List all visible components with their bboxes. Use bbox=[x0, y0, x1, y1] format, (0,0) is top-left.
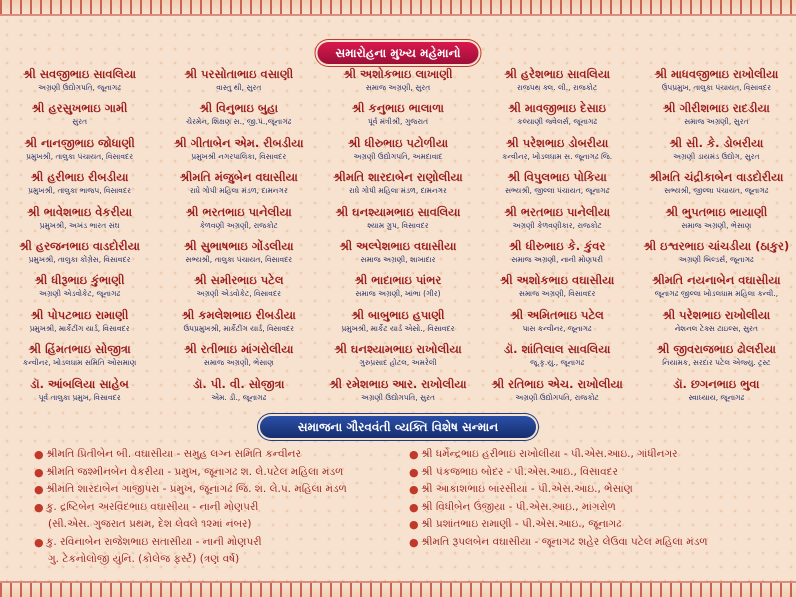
guest-name: શ્રી ધીરૂભાઇ કુંભાણી bbox=[34, 273, 125, 288]
guest-entry bbox=[478, 273, 637, 307]
guest-entry bbox=[478, 101, 637, 135]
guest-name: શ્રી ગીતાબેન એમ. રીબડીયા bbox=[174, 135, 304, 150]
guest-description: અગ્રણી ઉદ્યોગપતિ, રાજકોટ bbox=[515, 392, 599, 402]
guest-entry bbox=[0, 239, 159, 273]
bullet-icon: ● bbox=[34, 500, 44, 514]
guest-description: સમાજ અગ્રણી, શાખાદાર bbox=[360, 254, 436, 264]
bottom-border-line bbox=[0, 581, 796, 583]
guest-description: પ્રમુખશ્રી નગરપાલિકા, વિસાવદર bbox=[191, 151, 287, 161]
honor-item bbox=[34, 516, 409, 534]
honor-text: શ્રીમતિ પ્રિતીબેન બી. વઘાસીયા - સમુહ લગ્ન સમિતિ કન્વીનર bbox=[46, 448, 301, 460]
guest-entry bbox=[159, 239, 318, 273]
guest-description: પ્રમુખશ્રી, અખંડ ભારત સંઘ bbox=[39, 220, 120, 230]
honor-text: શ્રીમતિ રૂપલબેન વઘાસીયા - જૂનાગઢ શહેર લેઉવા પટેલ મહિલા મંડળ bbox=[421, 535, 708, 548]
top-border-line bbox=[0, 14, 796, 16]
guest-entry bbox=[318, 136, 477, 170]
guest-description: રાજપથ ક્લ. લી., રાજકોટ bbox=[517, 83, 598, 92]
guest-entry bbox=[318, 273, 477, 307]
guest-name: શ્રી સી. કે. ડોબરીયા bbox=[669, 135, 764, 150]
guest-name: ડૉ. પી. વી. સોજીત્રા bbox=[193, 376, 285, 391]
guest-description: સમાજ અગ્રણી, નાની મોણપરી bbox=[511, 254, 603, 264]
guest-name: શ્રી પરેશભાઇ ડોબરીયા bbox=[506, 135, 609, 150]
honors-left-column bbox=[34, 446, 409, 569]
honor-item bbox=[409, 464, 764, 482]
guest-name: શ્રી કમલેશભાઇ રીબડીયા bbox=[181, 307, 296, 322]
honor-item bbox=[34, 464, 409, 482]
guest-entry bbox=[0, 273, 159, 307]
bottom-border-ornament bbox=[0, 583, 796, 597]
honor-text: શ્રીમતિ જશ્મીનબેન વેકરીયા - પ્રમુખ, જૂનાગઢ શ. લે.પટેલ મહિલા મંડળ bbox=[46, 465, 344, 478]
guest-entry bbox=[478, 377, 637, 411]
guest-description: અગ્રણી ડાયમંડ ઉદ્યોગ, સુરત bbox=[673, 151, 760, 161]
guest-name: શ્રી અશોકભાઇ વઘાસીયા bbox=[499, 273, 615, 288]
guest-description: પ્રમુખશ્રી, તાલુકા કોંગ્રેસ, વિસાવદર bbox=[28, 254, 131, 264]
guest-name: શ્રી ભરતભાઇ પાનેલીયા bbox=[185, 204, 292, 219]
guest-name: શ્રી માધવજીભાઇ રાખોલીયા bbox=[654, 67, 779, 81]
guest-name: ડૉ. આંબલિયા સાહેબ bbox=[30, 376, 129, 391]
section-title-honors: સમાજના ગૌરવવંતી વ્યક્તિ વિશેષ સન્માન bbox=[260, 416, 536, 438]
guest-description: જૂ.કૃ.યુ., જૂનાગઢ bbox=[530, 358, 585, 368]
guest-description: કલ્યાણી જ્વેલર્સ, જૂનાગઢ bbox=[517, 117, 598, 127]
top-border-ornament bbox=[0, 0, 796, 14]
honor-item bbox=[34, 481, 409, 499]
guest-name: શ્રી ભરતભાઇ પાનેલીયા bbox=[504, 204, 611, 219]
section-title-chief-guests: સમારોહના મુખ્ય મહેમાનો bbox=[318, 42, 479, 64]
honor-item bbox=[409, 516, 764, 534]
guest-entry bbox=[318, 205, 477, 239]
guest-description: સમાજ અગ્રણી, ખાંભા (ગીર) bbox=[355, 289, 441, 299]
guest-name: શ્રી ગીરીશભાઇ રાદડીયા bbox=[662, 101, 770, 116]
guest-name: શ્રી રતીભાઇ માંગરોલીયા bbox=[184, 342, 294, 357]
honor-text: શ્રી પંકજભાઇ બોદર - પી.એસ.આઇ., વિસાવદર bbox=[421, 465, 618, 478]
guest-description: અગ્રણી ઉદ્યોગપતિ, અમદાવાદ bbox=[353, 151, 443, 161]
guest-name: શ્રી ઘનશ્યામભાઇ સાવલિયા bbox=[335, 204, 461, 219]
guest-entry bbox=[159, 377, 318, 411]
bullet-icon: ● bbox=[34, 465, 44, 479]
bullet-icon: ● bbox=[34, 448, 44, 461]
bullet-icon: ● bbox=[34, 483, 44, 496]
guest-entry bbox=[637, 239, 796, 273]
guest-name: ડૉ. છગનભાઇ ભુવા bbox=[673, 376, 760, 391]
guest-description: સમાજ અગ્રણી, ભેસાણ bbox=[203, 358, 274, 368]
guest-description: અગ્રણી બિલ્ડર્સ, જૂનાગઢ bbox=[678, 254, 754, 264]
guest-description: પાસ કન્વીનર, જૂનાગઢ bbox=[522, 323, 592, 333]
guest-entry bbox=[637, 273, 796, 307]
guest-description: કન્વીનર, ખોડલધામ સમિતિ ઓસમાણ bbox=[22, 358, 137, 368]
honor-item bbox=[34, 551, 409, 569]
honor-text: શ્રી પ્રશાંતભાઇ રામાણી - પી.એસ.આઇ., જૂનાગઢ bbox=[421, 518, 622, 530]
bullet-icon: ● bbox=[409, 500, 419, 514]
guest-description: સમાજ અગ્રણી, સુરત bbox=[365, 83, 431, 92]
guest-entry bbox=[318, 377, 477, 411]
guest-entry bbox=[478, 205, 637, 239]
guest-entry bbox=[478, 67, 637, 101]
guest-entry bbox=[0, 377, 159, 411]
guest-entry bbox=[0, 205, 159, 239]
honor-text: શ્રીમતિ શારદાબેન ગાજીપરા - પ્રમુખ, જૂનાગઢ જિ. શ. લે.પ. મહિલા મંડળ bbox=[46, 483, 347, 495]
guest-description: રાધે ગોપી મહિલા મંડળ, દામનગર bbox=[349, 186, 447, 196]
guest-name: શ્રી વિપુલભાઇ પોકિયા bbox=[507, 170, 607, 185]
bullet-icon: ● bbox=[409, 465, 419, 479]
bullet-icon: ● bbox=[409, 535, 419, 549]
guest-description: અગ્રણી ઉદ્યોગપતિ, જૂનાગઢ bbox=[38, 83, 121, 92]
guest-name: શ્રી રતિભાઇ એચ. રાખોલીયા bbox=[491, 376, 623, 391]
bullet-icon: ● bbox=[409, 448, 419, 461]
guest-description: નેશનલ ટેક્સ ટાઇલ્સ, સુરત bbox=[674, 323, 758, 333]
guest-description: એમ. ડી., જૂનાગઢ bbox=[211, 392, 267, 402]
guest-name: શ્રી ભાદાભાઇ પાંભર bbox=[354, 273, 442, 288]
guest-description: સમાજ અગ્રણી, વિસાવદર bbox=[518, 289, 596, 299]
guest-name: શ્રી પરેશભાઇ રાખોલીયા bbox=[662, 307, 771, 322]
guest-name: શ્રીમતિ શારદાબેન રાણોલીયા bbox=[333, 170, 463, 185]
bullet-icon: ● bbox=[409, 518, 419, 531]
guest-name: શ્રી અલ્પેશભાઇ વઘાસીયા bbox=[339, 238, 457, 253]
guest-entry bbox=[637, 342, 796, 376]
guest-description: સભ્યશ્રી, જીલ્લા પંચાયત, જૂનાગઢ bbox=[505, 186, 610, 196]
guest-name: શ્રી અશોકભાઇ લાખાણી bbox=[343, 67, 453, 81]
guest-description: પૂર્વ તાલુકા પ્રમુખ, વિસાવદર bbox=[38, 392, 121, 402]
guest-entry bbox=[637, 101, 796, 135]
guest-name: શ્રી જીવરાજભાઇ ઢોલરીયા bbox=[656, 342, 776, 357]
guest-entry bbox=[159, 170, 318, 204]
guest-name: શ્રી રમેશભાઇ આર. રાખોલીયા bbox=[329, 376, 467, 391]
guest-entry bbox=[0, 67, 159, 101]
guest-description: પ્રમુખશ્રી, માર્કેટીંગ યાર્ડ, વિસાવદર bbox=[29, 323, 130, 333]
guest-entry bbox=[159, 67, 318, 101]
guest-entry bbox=[478, 342, 637, 376]
guest-description: પૂર્વ મંત્રીશ્રી, ગુજરાત bbox=[367, 117, 429, 127]
guest-description: રાધે ગોપી મહિલા મંડળ, દામનગર bbox=[189, 186, 288, 196]
guest-description: સુરત bbox=[72, 117, 88, 127]
honors-list bbox=[34, 446, 764, 569]
honor-item bbox=[409, 499, 764, 517]
guest-name: શ્રી હરીભાઇ રીબડીયા bbox=[30, 170, 129, 185]
guest-name: શ્રી હરેશભાઇ સાવલિયા bbox=[504, 67, 611, 81]
guest-description: કન્વીનર, ખોડલધામ સ. જૂનાગઢ જિ. bbox=[502, 151, 613, 161]
honor-text: કુ. દ્રષ્ટિબેન અરવિંદભાઇ વઘાસીયા - નાની મોણપરી bbox=[46, 500, 259, 513]
honor-text: કુ. રવિનાબેન રાજેશભાઇ સતાસીયા - નાની મોણપરી bbox=[46, 535, 262, 548]
guest-name: શ્રીમતિ ચંદ્રીકાબેન વાડદોરીયા bbox=[649, 170, 784, 185]
guest-name: શ્રી હિંમતભાઇ સોજીત્રા bbox=[28, 342, 131, 357]
guest-entry bbox=[318, 170, 477, 204]
guest-description: સભ્યશ્રી, તાલુકા પંચાયત, વિસાવદર bbox=[185, 254, 293, 264]
honor-item bbox=[409, 446, 764, 464]
guest-entry bbox=[159, 342, 318, 376]
bullet-icon: ● bbox=[34, 535, 44, 549]
guest-entry bbox=[318, 67, 477, 101]
guest-name: શ્રીમતિ નયનાબેન વઘાસીયા bbox=[652, 273, 781, 288]
guest-entry bbox=[318, 308, 477, 342]
guest-description: કેળવણી અગ્રણી, રાજકોટ bbox=[199, 220, 278, 230]
guest-entry bbox=[637, 170, 796, 204]
guest-name: શ્રી પરસોતાભાઇ વસાણી bbox=[184, 67, 294, 81]
guest-entry bbox=[318, 101, 477, 135]
guest-entry bbox=[159, 136, 318, 170]
honor-text: શ્રી વિધીબેન ઉંજીયા - પી.એસ.આઇ., માંગરોળ bbox=[421, 500, 616, 513]
guest-description: અગ્રણી એડવોકેટ, જૂનાગઢ bbox=[39, 289, 121, 299]
guest-name: શ્રી ઇશ્વરભાઇ ચાંચડીયા (ઠાકુર) bbox=[643, 238, 790, 253]
guest-description: સભ્યશ્રી, જીલ્લા પંચાયત, જૂનાગઢ bbox=[664, 186, 769, 196]
guest-name: શ્રી ભાવેશભાઇ વેકરીયા bbox=[27, 204, 133, 219]
guest-entry bbox=[318, 342, 477, 376]
guest-description: ઉપપ્રમુખ, તાલુકા પંચાયત, વિસાવદર bbox=[661, 83, 771, 92]
guest-name: શ્રી ધીરુભાઇ કે. કુંવર bbox=[508, 238, 606, 253]
guest-entry bbox=[159, 205, 318, 239]
guest-entry bbox=[0, 342, 159, 376]
guest-entry bbox=[637, 308, 796, 342]
honor-item bbox=[409, 534, 764, 552]
guest-entry bbox=[159, 308, 318, 342]
guest-name: શ્રી કનુભાઇ ભાલાળા bbox=[351, 101, 445, 116]
guest-description: અગ્રણી ઉદ્યોગપતિ, સુરત bbox=[360, 392, 435, 402]
honor-text: શ્રી ધર્મેન્દ્રભાઇ હરીભાઇ રાખોલીયા - પી.એસ.આઇ., ગાંધીનગર bbox=[421, 448, 678, 460]
guest-entry bbox=[478, 136, 637, 170]
guest-description: ચેરમેન, શિક્ષણ સ., જી.પં.,જૂનાગઢ bbox=[186, 117, 292, 127]
guest-name: શ્રી ભુપતભાઇ ભાયાણી bbox=[665, 204, 768, 219]
guest-entry bbox=[637, 136, 796, 170]
guest-grid bbox=[0, 67, 796, 411]
guest-name: શ્રી સુભાષભાઇ ગોંડલીયા bbox=[183, 238, 294, 253]
honor-text: (સી.એસ. ગુજરાત પ્રથમ, દેશ લેવલે ૧૨માં નંબર) bbox=[48, 518, 252, 530]
guest-entry bbox=[637, 205, 796, 239]
guest-description: પ્રમુખશ્રી, તાલુકા પંચાયત, વિસાવદર bbox=[26, 151, 134, 161]
guest-description: સ્વાધ્યાય, જૂનાગઢ bbox=[688, 392, 745, 402]
guest-entry bbox=[159, 273, 318, 307]
guest-description: પ્રમુખશ્રી, માર્કેટ યાર્ડ એસો., વિસાવદર bbox=[341, 323, 455, 333]
guest-description: અગ્રણી એડવોકેટ, વિસાવદર bbox=[196, 289, 282, 299]
guest-description: સમાજ અગ્રણી, સુરત bbox=[684, 117, 749, 127]
honor-text: શ્રી આકાશભાઇ બારસીયા - પી.એસ.આઇ., ભેસાણ bbox=[421, 483, 633, 495]
honor-item bbox=[34, 534, 409, 552]
guest-entry bbox=[159, 101, 318, 135]
guest-name: શ્રી વિનુભાઇ બુહા bbox=[199, 101, 279, 116]
guest-name: શ્રી માવજીભાઇ દેસાઇ bbox=[508, 101, 607, 116]
guest-description: જૂનાગઢ જીલ્લા ખોડલધામ મહિલા કન્વી., bbox=[654, 289, 779, 299]
guest-description: નિયામક, સરદાર પટેલ એજ્યુ. ટ્રસ્ટ bbox=[662, 358, 771, 368]
guest-name: શ્રી હરસુખભાઇ ગામી bbox=[31, 101, 128, 116]
guest-description: અગ્રણી કેળવણીકાર, રાજકોટ bbox=[512, 220, 602, 230]
guest-name: શ્રી અમિતભાઇ પટેલ bbox=[510, 307, 604, 322]
guest-entry bbox=[318, 239, 477, 273]
guest-name: શ્રી બાબુભાઇ હપાણી bbox=[351, 307, 445, 322]
guest-entry bbox=[0, 136, 159, 170]
guest-name: શ્રી હરજનભાઇ વાડદોરીયા bbox=[19, 238, 140, 253]
guest-name: શ્રી ધીરુભાઇ પટોળીયા bbox=[347, 135, 449, 150]
honors-right-column bbox=[409, 446, 764, 569]
honor-item bbox=[409, 481, 764, 499]
guest-name: શ્રી નાનજીભાઇ જોધાણી bbox=[24, 135, 135, 150]
bullet-icon: ● bbox=[409, 483, 419, 496]
guest-name: શ્રી પોપટભાઇ રામાણી bbox=[30, 307, 129, 322]
honor-item bbox=[34, 499, 409, 517]
guest-entry bbox=[0, 101, 159, 135]
guest-entry bbox=[0, 170, 159, 204]
guest-entry bbox=[478, 308, 637, 342]
guest-entry bbox=[478, 170, 637, 204]
guest-name: શ્રી ઘનશ્યામભાઇ રાખોલીયા bbox=[334, 342, 462, 357]
guest-entry bbox=[637, 377, 796, 411]
guest-name: ડૉ. શાંતિલાલ સાવલિયા bbox=[503, 342, 611, 357]
honor-item bbox=[34, 446, 409, 464]
guest-description: ગુરુપ્રસાદ હોટલ, અમરેલી bbox=[359, 358, 437, 368]
guest-name: શ્રી સમીરભાઇ પટેલ bbox=[193, 273, 284, 288]
guest-description: ઉપપ્રમુખશ્રી, માર્કેટીંગ યાર્ડ, વિસાવદર bbox=[183, 323, 295, 333]
guest-description: વાસ્તુ થી, સુરત bbox=[216, 83, 262, 92]
guest-description: શ્યામ ગ્રુપ, વિસાવદર bbox=[367, 220, 429, 230]
guest-description: સમાજ અગ્રણી, ભેસાણ bbox=[681, 220, 752, 230]
guest-description: પ્રમુખશ્રી, તાલુકા ભાજપ, વિસાવદર bbox=[28, 186, 132, 196]
guest-entry bbox=[637, 67, 796, 101]
guest-entry bbox=[478, 239, 637, 273]
guest-name: શ્રી સવજીભાઇ સાવલિયા bbox=[23, 67, 137, 81]
guest-name: શ્રીમતિ મંજુબેન વઘાસીયા bbox=[179, 170, 298, 185]
honor-text: ગુ. ટેકનોલોજી યુનિ. (કોલેજ ફર્સ્ટ) (ત્રણ વર્ષ) bbox=[48, 553, 240, 565]
guest-entry bbox=[0, 308, 159, 342]
